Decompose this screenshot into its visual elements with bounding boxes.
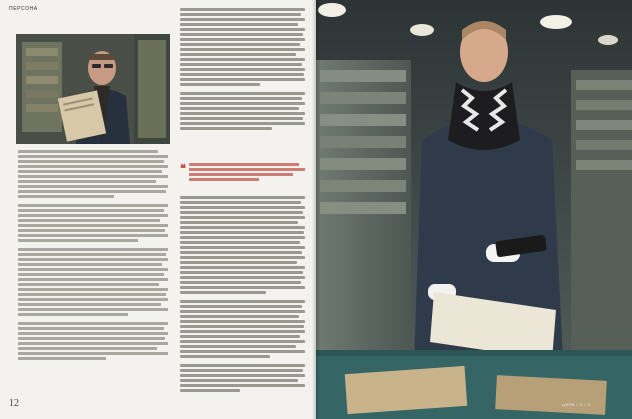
page-number: 12 xyxy=(9,398,19,409)
body-column-right-lower xyxy=(180,196,305,394)
right-photo xyxy=(316,0,632,419)
body-column-right xyxy=(180,8,305,132)
gutter-shadow xyxy=(312,0,320,419)
pull-quote xyxy=(180,163,305,183)
running-footer: ЦИРК • 2 • 3 xyxy=(562,402,591,407)
left-photo xyxy=(16,34,170,144)
right-page xyxy=(316,0,632,419)
quote-mark-icon: ❝ xyxy=(180,163,186,175)
section-label: ПЕРСОНА xyxy=(9,6,38,12)
caption-and-body-left xyxy=(18,150,168,362)
